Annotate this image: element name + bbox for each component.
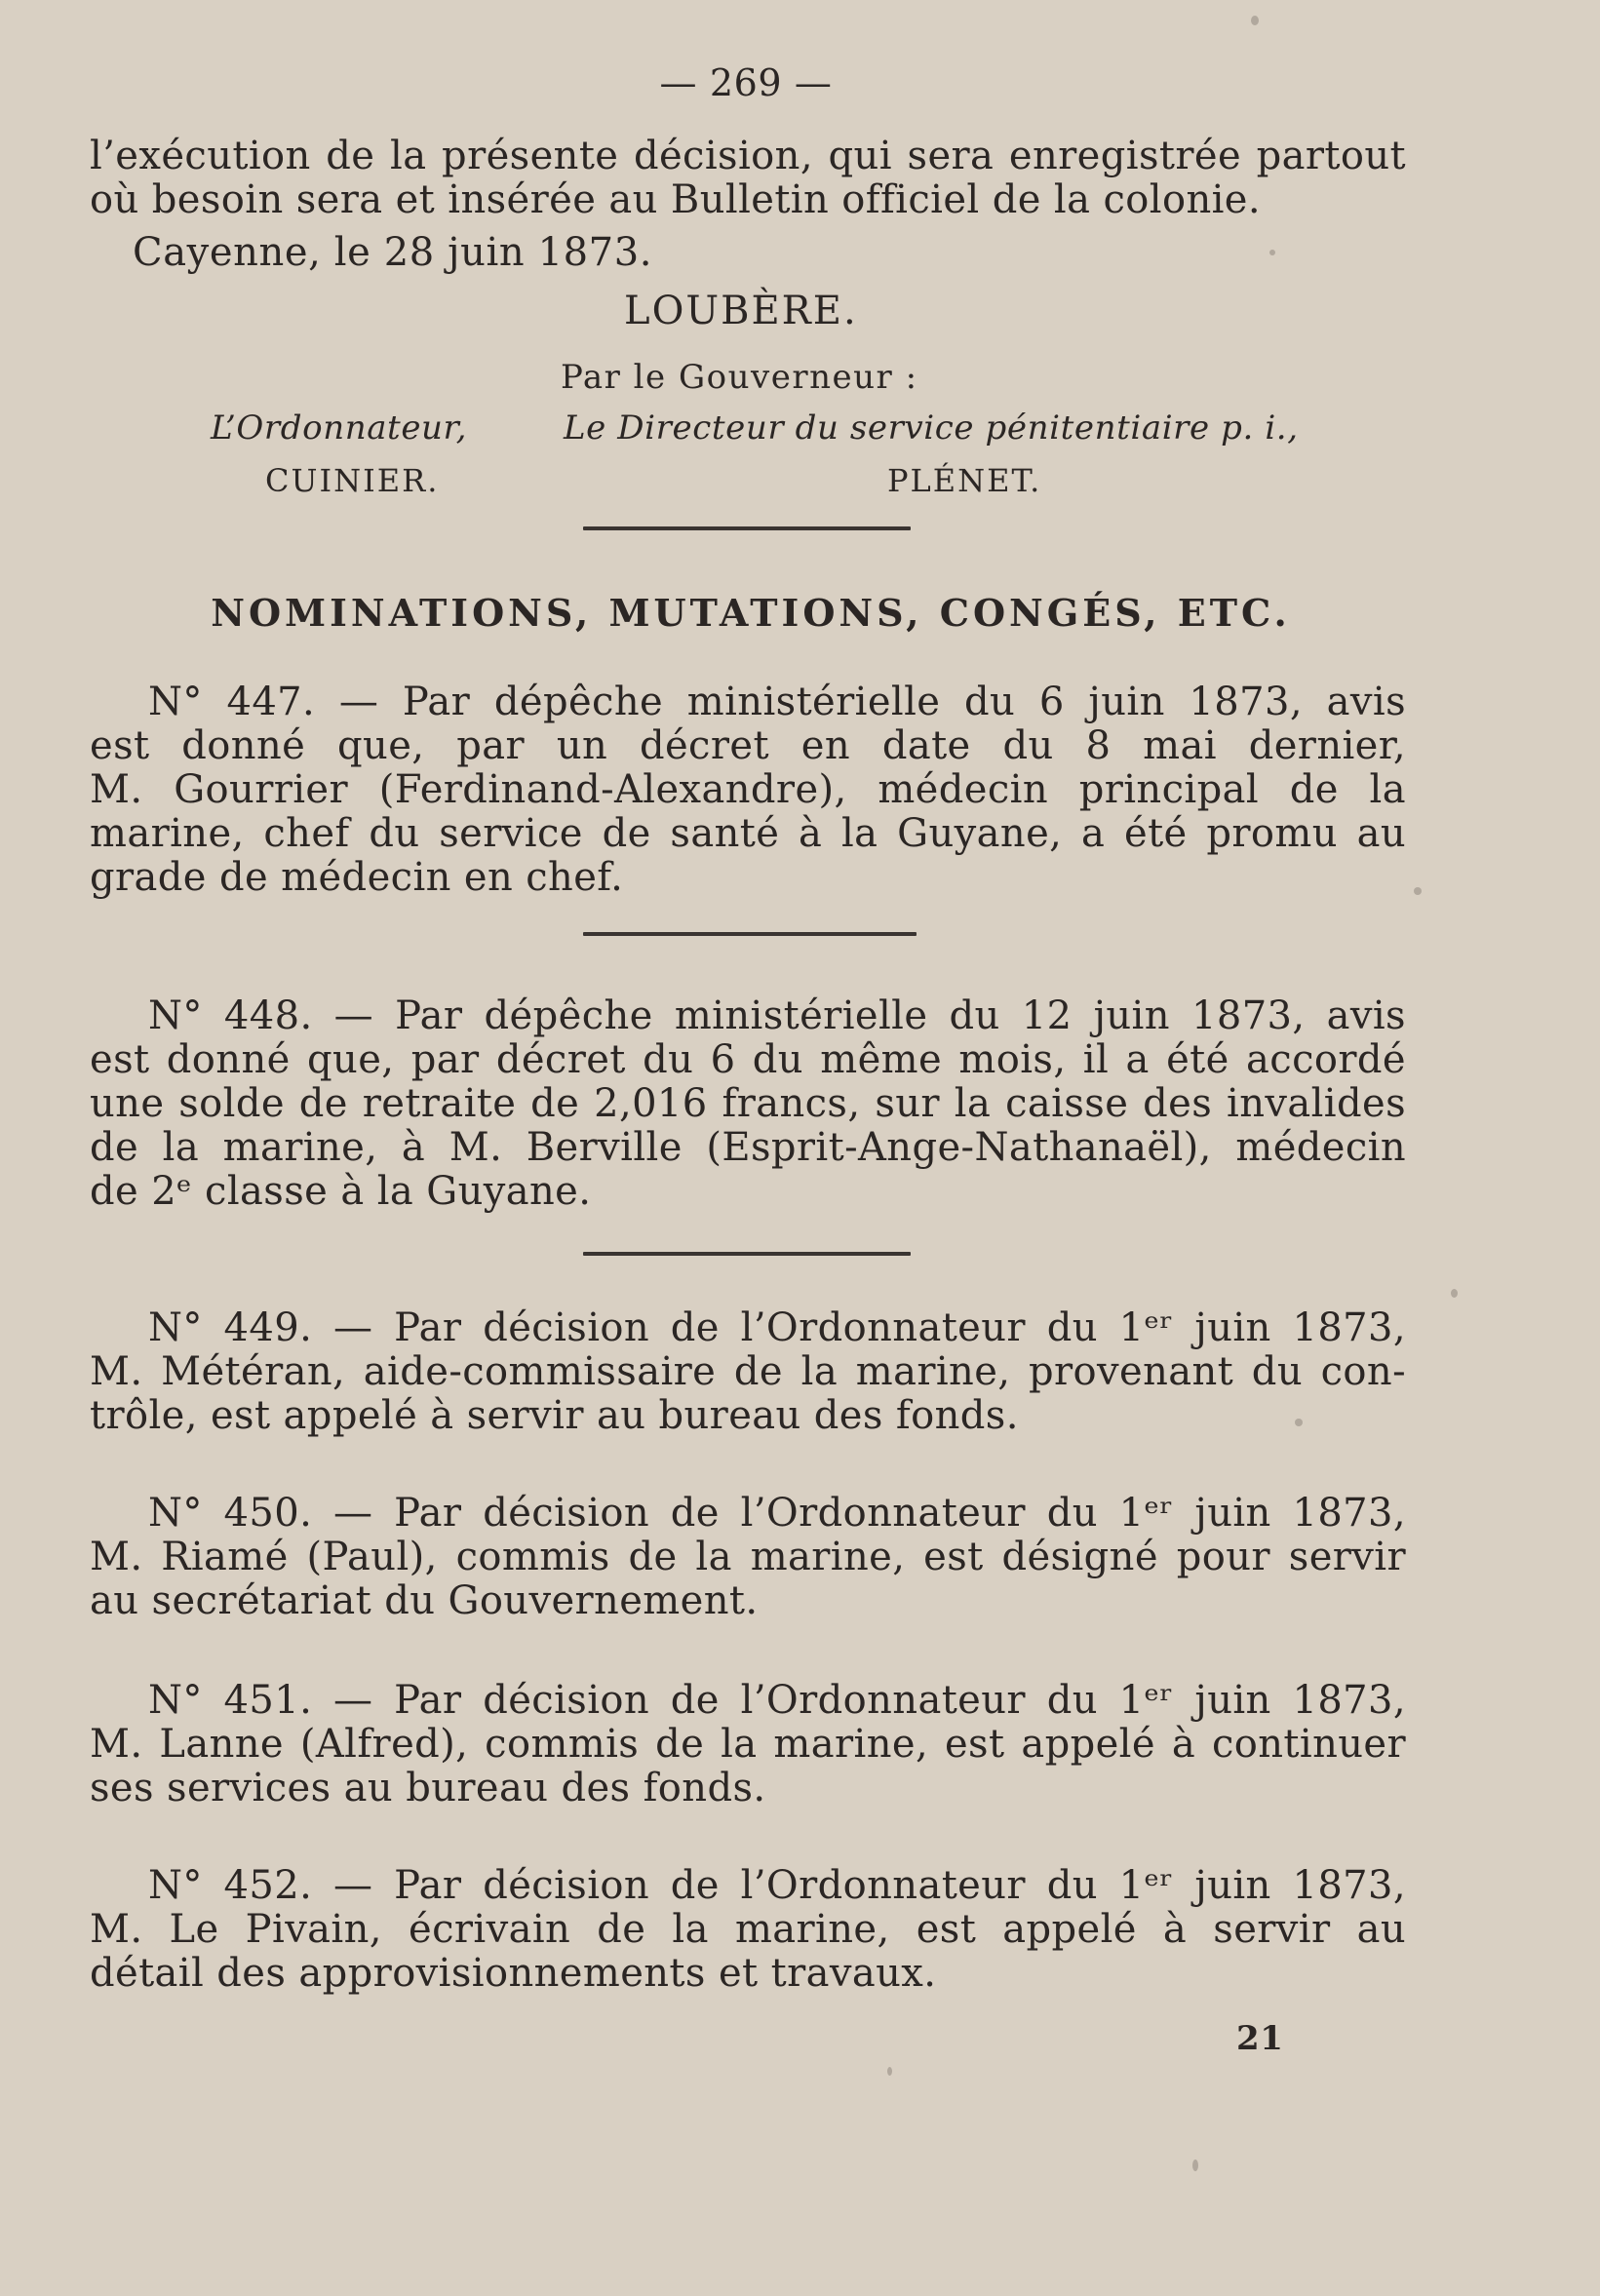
paper-speck bbox=[1251, 16, 1259, 25]
folio-signature-mark: 21 bbox=[1236, 2019, 1284, 2058]
left-signatory-role: L’Ordonnateur, bbox=[211, 409, 468, 448]
continuation-paragraph bbox=[90, 135, 1406, 222]
paper-speck bbox=[1192, 2160, 1198, 2171]
text-line: où besoin sera et insérée au Bulletin officiel de la colonie. bbox=[90, 177, 1261, 222]
signatory-name: LOUBÈRE. bbox=[624, 289, 858, 333]
text-line: de 2ᵉ classe à la Guyane. bbox=[90, 1169, 592, 1214]
text-line: M. Riamé (Paul), commis de la marine, est désigné pour servir bbox=[90, 1535, 1406, 1579]
right-signatory-role: Le Directeur du service pénitentiaire p. i., bbox=[564, 409, 1299, 448]
text-line: N° 450. — Par décision de l’Ordonnateur du 1ᵉʳ juin 1873, bbox=[148, 1491, 1406, 1536]
signature-intro: Par le Gouverneur : bbox=[561, 358, 918, 397]
left-signatory-name: CUINIER. bbox=[265, 462, 440, 499]
text-line: au secrétariat du Gouvernement. bbox=[90, 1578, 759, 1623]
text-line: N° 448. — Par dépêche ministérielle du 12 juin 1873, avis bbox=[148, 993, 1406, 1038]
text-line: est donné que, par un décret en date du 8 mai dernier, bbox=[90, 723, 1406, 768]
text-line: est donné que, par décret du 6 du même mois, il a été accordé bbox=[90, 1037, 1406, 1082]
divider bbox=[583, 1252, 911, 1256]
entry-450 bbox=[90, 1492, 1406, 1623]
text-line: M. Lanne (Alfred), commis de la marine, est appelé à continuer bbox=[90, 1722, 1406, 1767]
right-signatory-name: PLÉNET. bbox=[887, 462, 1042, 499]
text-line: M. Le Pivain, écrivain de la marine, est appelé à servir au bbox=[90, 1907, 1406, 1952]
paper-speck bbox=[1414, 887, 1422, 895]
text-line: N° 447. — Par dépêche ministérielle du 6 juin 1873, avis bbox=[148, 680, 1406, 724]
text-line: N° 451. — Par décision de l’Ordonnateur du 1ᵉʳ juin 1873, bbox=[148, 1678, 1406, 1723]
text-line: l’exécution de la présente décision, qui sera enregistrée partout bbox=[90, 134, 1406, 178]
text-line: trôle, est appelé à servir au bureau des fonds. bbox=[90, 1393, 1019, 1438]
divider bbox=[583, 526, 911, 530]
entry-449 bbox=[90, 1306, 1406, 1438]
text-line: grade de médecin en chef. bbox=[90, 855, 624, 900]
text-line: une solde de retraite de 2,016 francs, sur la caisse des invalides bbox=[90, 1081, 1406, 1126]
text-line: N° 449. — Par décision de l’Ordonnateur du 1ᵉʳ juin 1873, bbox=[148, 1305, 1406, 1350]
text-line: M. Météran, aide-commissaire de la marine, provenant du con- bbox=[90, 1349, 1406, 1394]
section-heading: NOMINATIONS, MUTATIONS, CONGÉS, ETC. bbox=[211, 591, 1291, 635]
divider bbox=[583, 932, 917, 936]
paper-speck bbox=[887, 2067, 892, 2076]
entry-447 bbox=[90, 681, 1406, 900]
paper-speck bbox=[1451, 1289, 1458, 1298]
text-line: détail des approvisionnements et travaux. bbox=[90, 1951, 937, 1996]
paper-speck bbox=[1269, 250, 1275, 255]
paper-speck bbox=[1295, 1419, 1303, 1426]
entry-452 bbox=[90, 1864, 1406, 1996]
text-line: ses services au bureau des fonds. bbox=[90, 1766, 766, 1810]
entry-451 bbox=[90, 1679, 1406, 1810]
page-number: — 269 — bbox=[659, 61, 833, 104]
text-line: N° 452. — Par décision de l’Ordonnateur du 1ᵉʳ juin 1873, bbox=[148, 1863, 1406, 1908]
entry-448 bbox=[90, 994, 1406, 1214]
date-line: Cayenne, le 28 juin 1873. bbox=[133, 230, 653, 275]
text-line: de la marine, à M. Berville (Esprit-Ange-Nathanaël), médecin bbox=[90, 1125, 1406, 1170]
text-line: marine, chef du service de santé à la Guyane, a été promu au bbox=[90, 811, 1406, 856]
text-line: M. Gourrier (Ferdinand-Alexandre), médecin principal de la bbox=[90, 767, 1406, 812]
